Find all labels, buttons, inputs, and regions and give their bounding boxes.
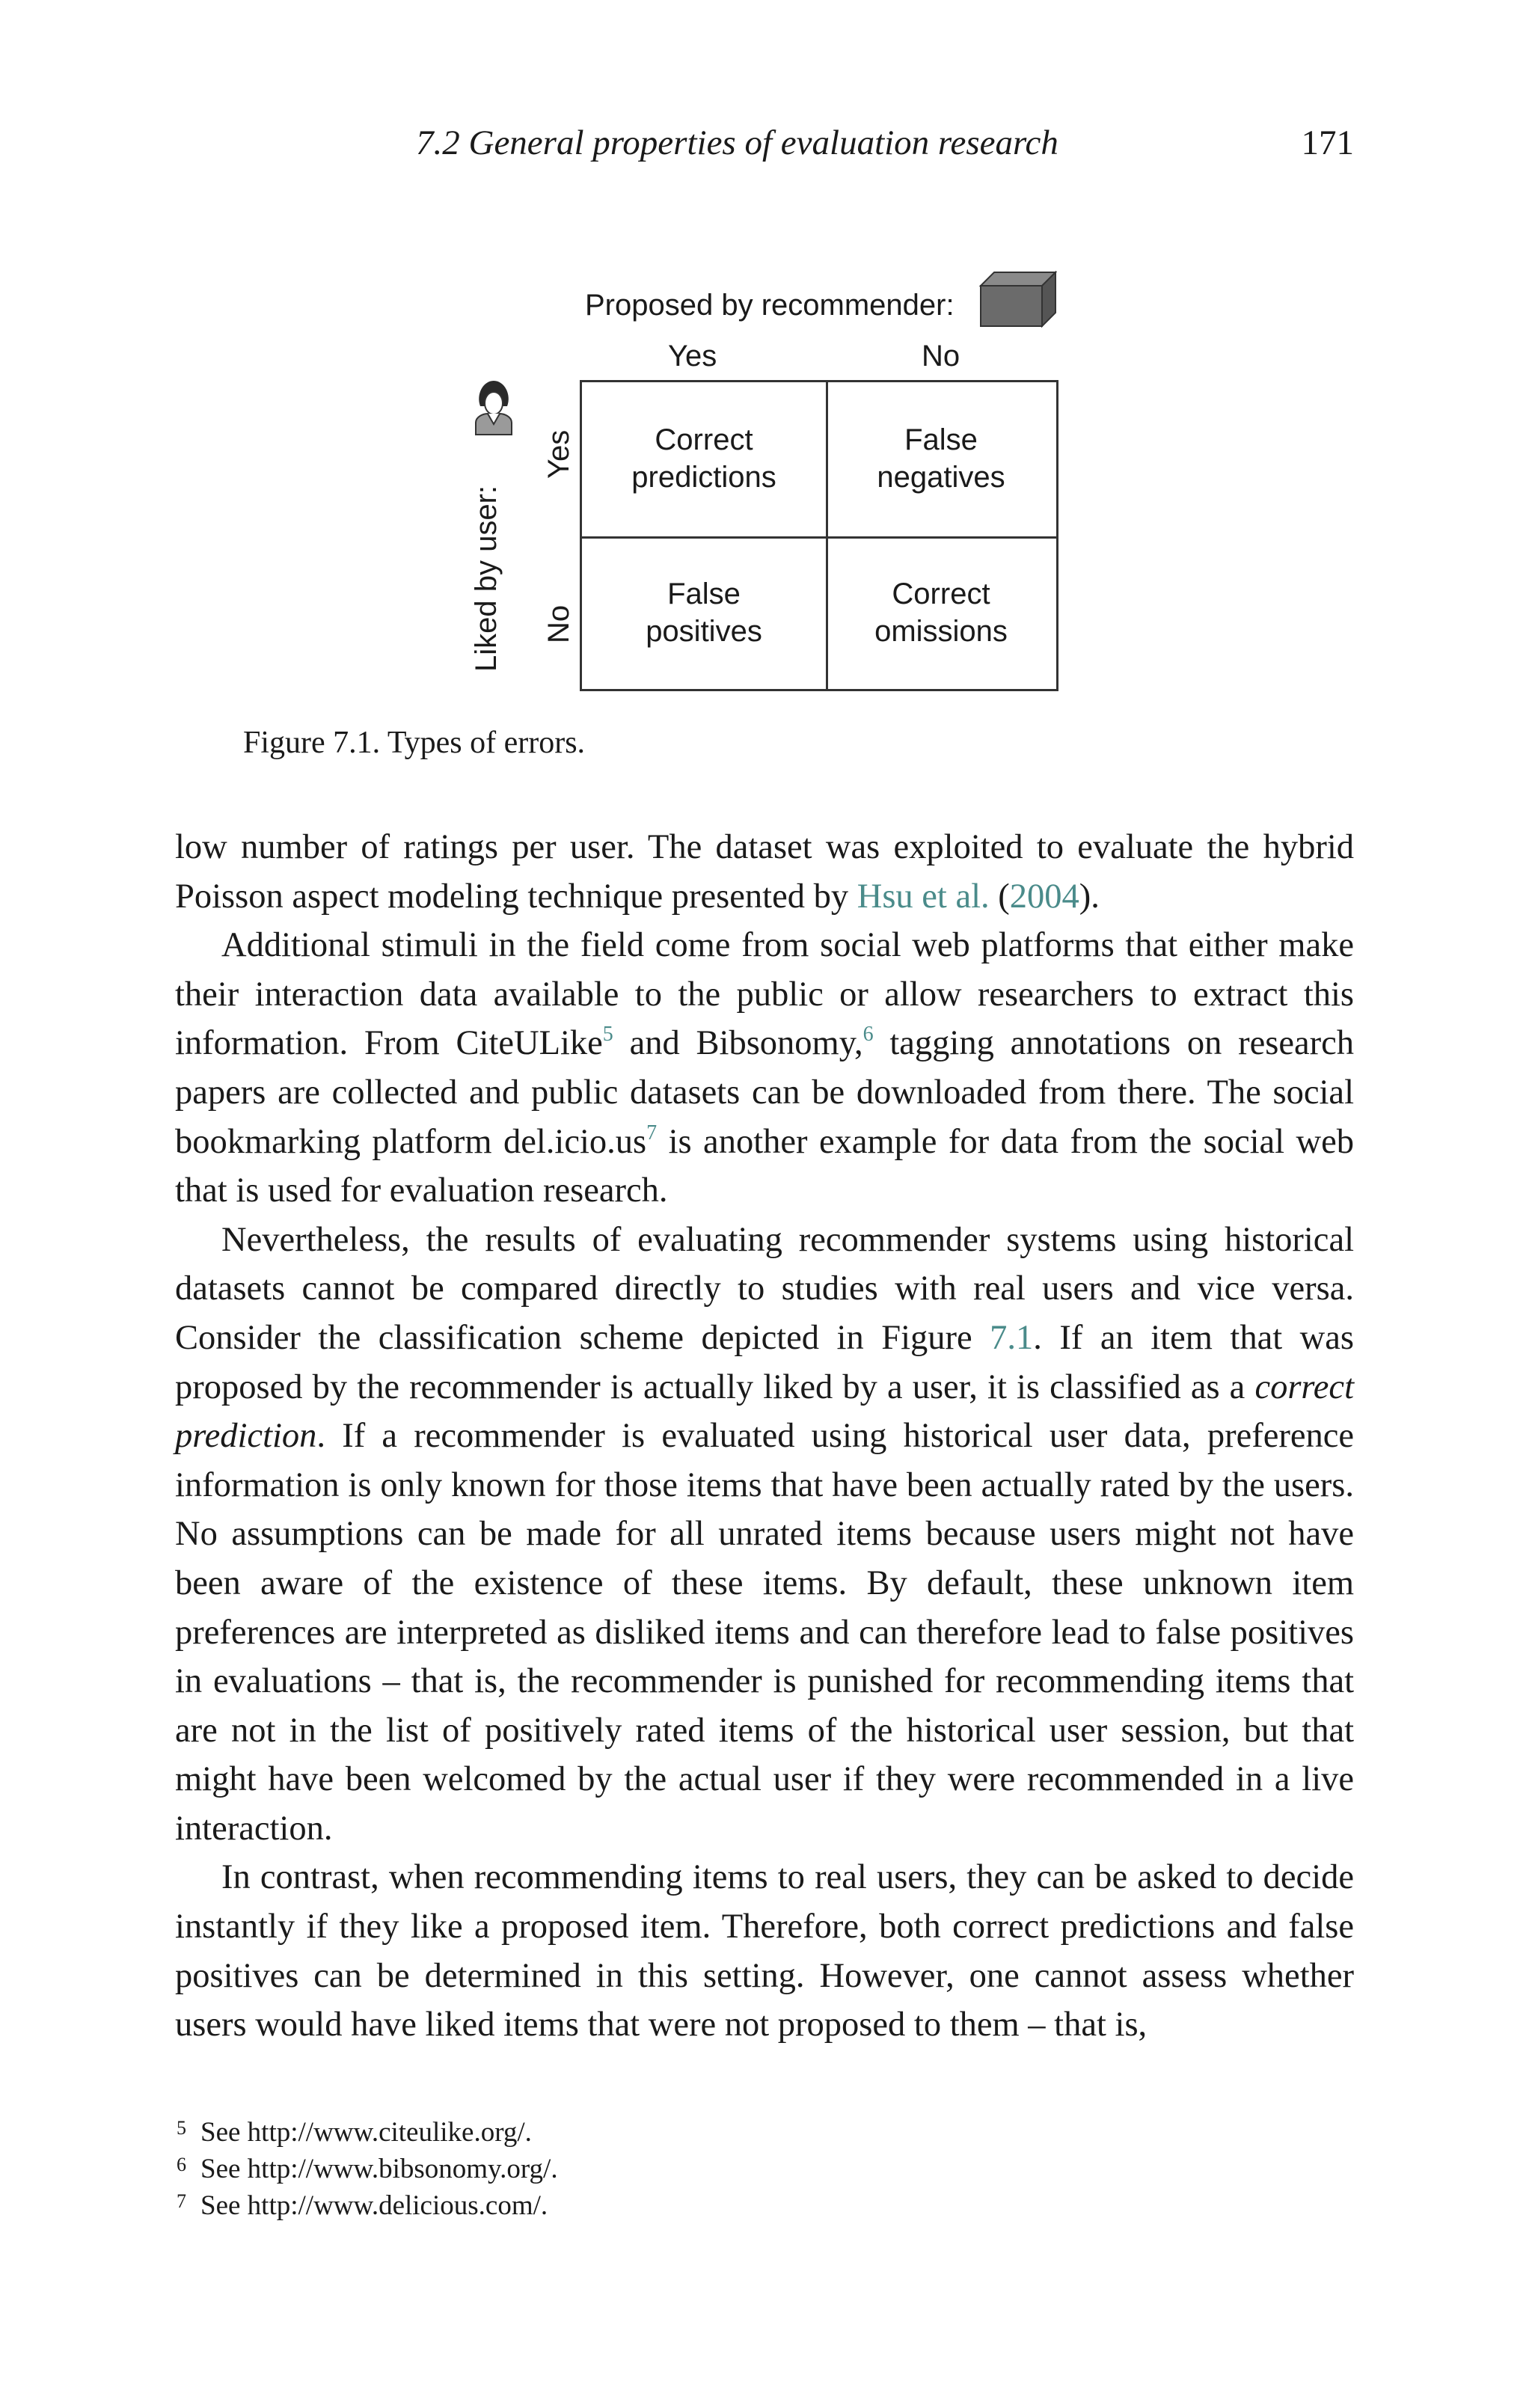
footnote-6: 6 See http://www.bibsonomy.org/.: [177, 2154, 558, 2184]
figure-types-of-errors: [0, 0, 1532, 778]
row-yes-label: Yes: [542, 429, 575, 479]
paragraph-3: Nevertheless, the results of evaluating recommender systems using historical datasets cannot be compared directly to studies with real users and vice versa. Consider the classification scheme depicted in Figure 7.1. If an item that was proposed by the recommender is actually liked by a user, it is classified as a correct prediction. If a recommender is evaluated using historical user data, preference information is only known for those items that have been actually rated by the users. No assumptions can be made for all unrated items because users might not have been aware of the existence of these items. By default, these unknown item preferences are interpreted as disliked items and can therefore lead to false positives in evaluations – that is, the recommender is punished for recommending items that are not in the list of positively rated items of the historical user session, but that might have been welcomed by the actual user if they were recommended in a live interaction.: [175, 1220, 1354, 1848]
cell-false-negatives: False negatives: [877, 423, 1005, 494]
paragraph-2: Additional stimuli in the field come from social web platforms that either make their interaction data available to the public or allow researchers to extract this information. From CiteULike$^5$ and Bibsonomy,$^6$ tagging annotations on research papers are collected and public datasets can be downloaded from there. The social bookmarking platform del.icio.us$^7$ is another example for data from the social web that is used for evaluation research.: [175, 926, 1354, 1210]
column-no-label: No: [922, 340, 960, 373]
liked-by-user-label: Liked by user:: [470, 485, 503, 672]
footnote-ref-5[interactable]: 5: [602, 1023, 613, 1047]
citation-link-hsu[interactable]: Hsu et al.: [857, 877, 990, 916]
footnote-ref-7[interactable]: 7: [646, 1121, 658, 1145]
recommender-box-icon: [978, 271, 1057, 328]
figure-ref-link[interactable]: 7.1: [990, 1318, 1034, 1357]
proposed-by-label: Proposed by recommender:: [585, 289, 955, 322]
page-number: 171: [1301, 123, 1354, 162]
row-no-label: No: [542, 604, 575, 643]
running-head: 7.2 General properties of evaluation research: [416, 123, 1058, 162]
user-icon: [473, 378, 515, 436]
cell-false-positives: False positives: [646, 578, 762, 648]
paragraph-4: In contrast, when recommending items to real users, they can be asked to decide instantly if they like a proposed item. Therefore, both correct predictions and false positives can be determined in this setting. However, one cannot assess whether users would have liked items that were not proposed to them – that is,: [175, 1858, 1354, 2044]
footnote-5: 5 See http://www.citeulike.org/.: [177, 2117, 532, 2148]
footnotes: [175, 2114, 558, 2224]
paragraph-1: low number of ratings per user. The dataset was exploited to evaluate the hybrid Poisson aspect modeling technique presented by Hsu et al. (2004).: [175, 828, 1354, 916]
citation-link-2004[interactable]: 2004: [1009, 877, 1079, 916]
figure-caption: Figure 7.1. Types of errors.: [243, 726, 586, 760]
cell-correct-predictions: Correct predictions: [631, 423, 776, 494]
cell-correct-omissions: Correct omissions: [874, 578, 1008, 648]
column-yes-label: Yes: [668, 340, 717, 373]
footnote-7: 7 See http://www.delicious.com/.: [177, 2190, 548, 2221]
footnote-ref-6[interactable]: 6: [862, 1023, 874, 1047]
body-text: [175, 823, 1354, 2050]
term-correct-prediction: correct prediction: [175, 1367, 1354, 1456]
